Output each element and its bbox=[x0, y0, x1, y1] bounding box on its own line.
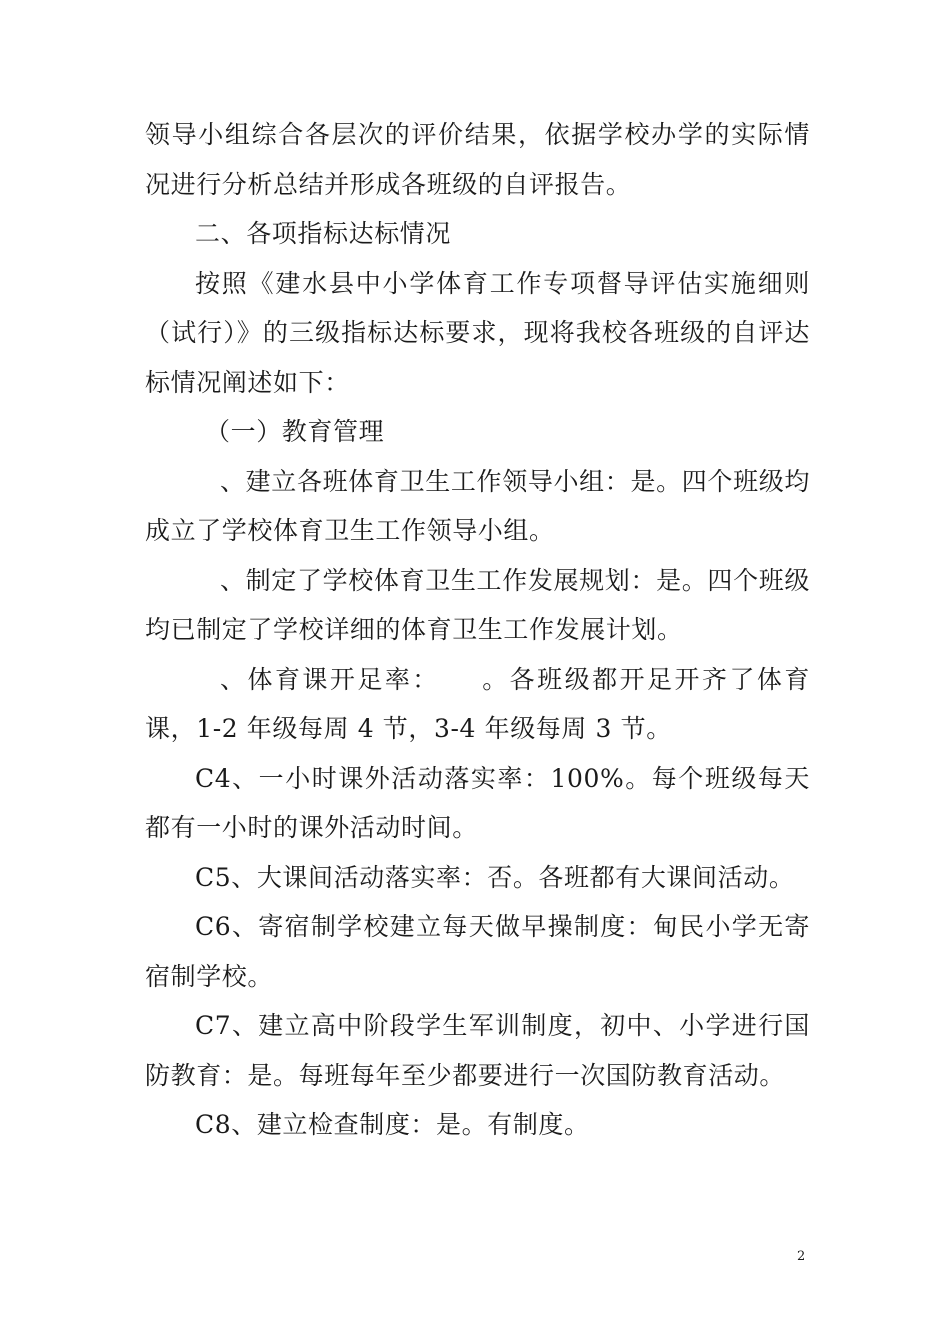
item-leadership-group: 、建立各班体育卫生工作领导小组：是。四个班级均成立了学校体育卫生工作领导小组。 bbox=[145, 466, 810, 545]
section-heading-indicators: 二、各项指标达标情况 bbox=[195, 219, 452, 248]
subsection-heading-education-management: （一）教育管理 bbox=[205, 417, 385, 446]
item-pe-class-rate: 、体育课开足率： 。各班级都开足开齐了体育课，1-2 年级每周 4 节，3-4 年级每周 3 节。 bbox=[145, 664, 810, 743]
item-c8-inspection-system: C8、建立检查制度：是。有制度。 bbox=[195, 1110, 590, 1139]
item-development-plan: 、制定了学校体育卫生工作发展规划：是。四个班级均已制定了学校详细的体育卫生工作发展计划。 bbox=[145, 565, 810, 644]
item-c6-boarding-school: C6、寄宿制学校建立每天做早操制度：甸民小学无寄宿制学校。 bbox=[145, 912, 810, 991]
item-c4-outdoor-activity: C4、一小时课外活动落实率：100%。每个班级每天都有一小时的课外活动时间。 bbox=[145, 763, 810, 842]
item-c7-military-training: C7、建立高中阶段学生军训制度，初中、小学进行国防教育：是。每班每年至少都要进行一次国防教育活动。 bbox=[145, 1011, 810, 1090]
item-c5-recess-activity: C5、大课间活动落实率：否。各班都有大课间活动。 bbox=[195, 862, 795, 892]
paragraph-evaluation-summary: 领导小组综合各层次的评价结果，依据学校办学的实际情况进行分析总结并形成各班级的自评报告。 bbox=[145, 120, 810, 199]
page-number: 2 bbox=[797, 1249, 806, 1264]
body-text bbox=[145, 110, 810, 1150]
paragraph-intro-standards: 按照《建水县中小学体育工作专项督导评估实施细则（试行）》的三级指标达标要求，现将我校各班级的自评达标情况阐述如下： bbox=[145, 268, 810, 397]
